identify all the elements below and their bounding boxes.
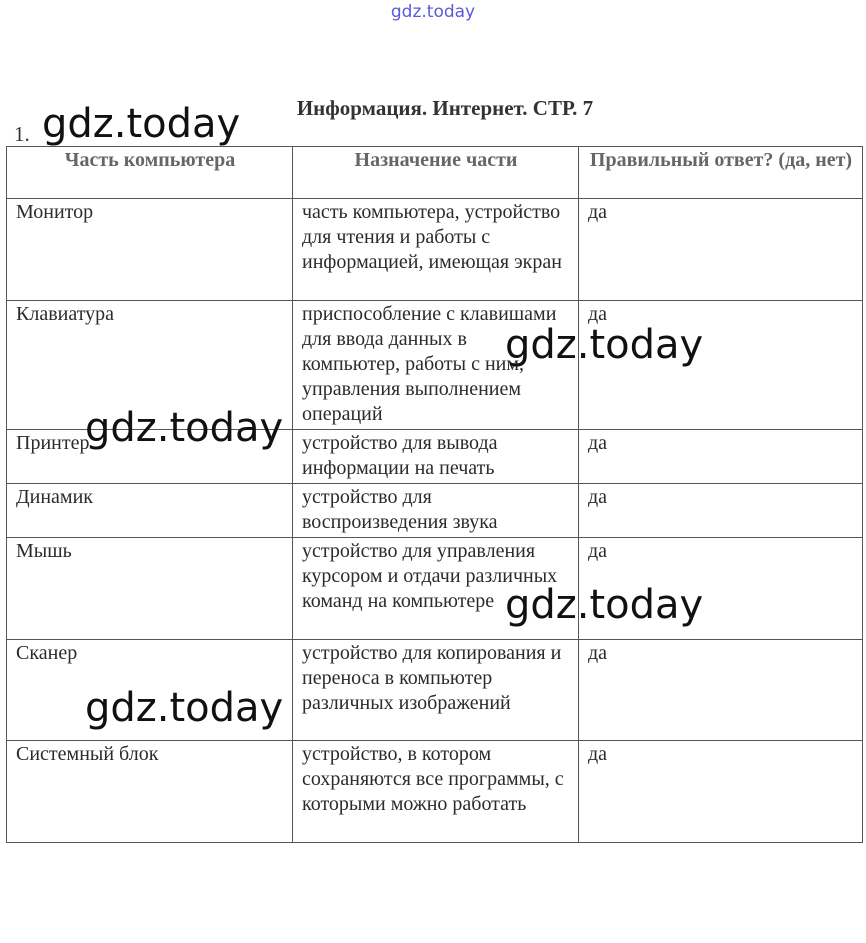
cell-purpose: устройство, в котором сохраняются все программы, с которыми можно работать [293, 741, 579, 843]
cell-purpose: устройство для вывода информации на печать [293, 430, 579, 484]
table-header-row [7, 147, 863, 199]
cell-answer: да [579, 741, 863, 843]
cell-part: Системный блок [7, 741, 293, 843]
cell-part: Монитор [7, 199, 293, 301]
cell-part: Сканер [7, 640, 293, 741]
cell-purpose: устройство для копирования и переноса в компьютер различных изображений [293, 640, 579, 741]
cell-part: Мышь [7, 538, 293, 640]
page-title: Информация. Интернет. СТР. 7 [296, 96, 594, 120]
header-purpose: Назначение части [293, 147, 579, 199]
cell-purpose: часть компьютера, устройство для чтения и работы с информацией, имеющая экран [293, 199, 579, 301]
cell-purpose: устройство для управления курсором и отдачи различных команд на компьютере [293, 538, 579, 640]
cell-answer: да [579, 430, 863, 484]
table-row [7, 199, 863, 301]
cell-answer: да [579, 301, 863, 430]
cell-part: Принтер [7, 430, 293, 484]
cell-answer: да [579, 199, 863, 301]
cell-answer: да [579, 484, 863, 538]
top-watermark: gdz.today [390, 2, 476, 22]
computer-parts-table [6, 146, 863, 843]
cell-part: Динамик [7, 484, 293, 538]
watermark: gdz.today [505, 582, 704, 628]
cell-answer: да [579, 538, 863, 640]
watermark: gdz.today [85, 685, 284, 731]
table-row [7, 741, 863, 843]
watermark: gdz.today [42, 101, 241, 147]
cell-purpose: устройство для воспроизведения звука [293, 484, 579, 538]
cell-part: Клавиатура [7, 301, 293, 430]
cell-purpose: приспособление с клавишами для ввода данных в компьютер, работы с ним, управления выполнением операций [293, 301, 579, 430]
header-part: Часть компьютера [7, 147, 293, 199]
table-row [7, 484, 863, 538]
table-row [7, 538, 863, 640]
header-answer: Правильный ответ? (да, нет) [579, 147, 863, 199]
task-number: 1. [14, 122, 30, 146]
watermark: gdz.today [85, 405, 284, 451]
cell-answer: да [579, 640, 863, 741]
watermark: gdz.today [505, 322, 704, 368]
